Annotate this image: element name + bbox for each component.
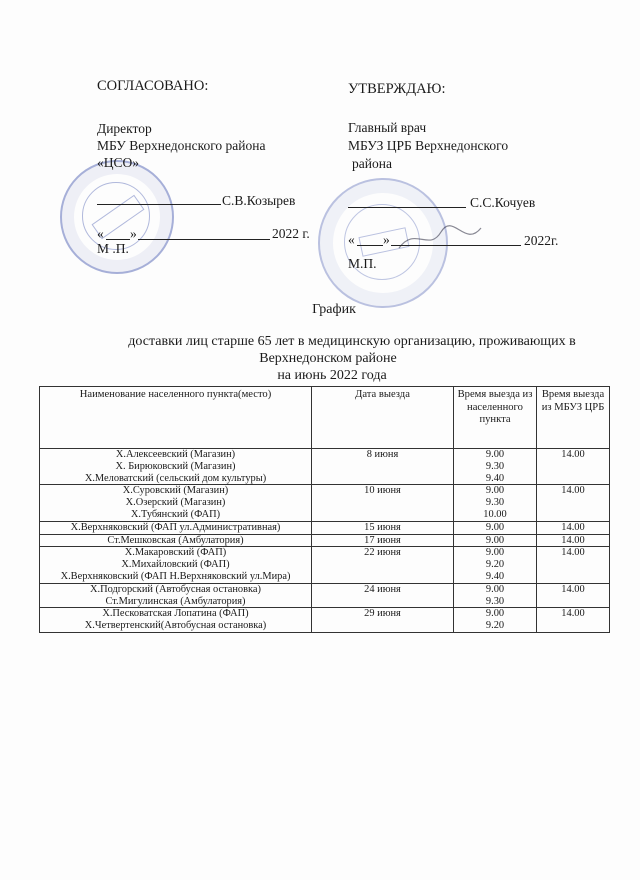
left-organization-short: «ЦСО»	[97, 155, 140, 170]
location-entry: Х.Верхняковский (ФАП ул.Административная)	[70, 521, 281, 533]
location-entry: Х.Верхняковский (ФАП Н.Верхняковский ул.Мира)	[60, 570, 291, 582]
location-entry: Х.Суровский (Магазин)	[122, 485, 229, 497]
cell-date: 22 июня	[312, 547, 454, 583]
cell-locations	[40, 449, 312, 485]
right-date-year: 2022г.	[524, 233, 559, 248]
departure-time: 9.20	[485, 620, 505, 632]
departure-time: 9.40	[485, 472, 505, 484]
left-organization: МБУ Верхнедонского района	[97, 138, 266, 153]
departure-time: 9.00	[485, 521, 505, 533]
cell-departure-times	[454, 583, 537, 608]
cell-locations	[40, 521, 312, 534]
left-date-open-quote: «	[97, 226, 104, 241]
location-entry: Х.Алексеевский (Магазин)	[115, 449, 236, 460]
right-signature-icon	[395, 218, 485, 258]
table-row	[40, 583, 610, 608]
cell-locations	[40, 534, 312, 547]
departure-time: 9.30	[485, 497, 505, 509]
departure-time: 9.00	[485, 547, 505, 559]
cell-departure-times	[454, 449, 537, 485]
right-organization-line1: МБУЗ ЦРБ Верхнедонского	[348, 138, 509, 153]
cell-date: 15 июня	[312, 521, 454, 534]
departure-time: 9.20	[485, 559, 505, 571]
document-subtitle-line3: на июнь 2022 года	[277, 368, 387, 383]
left-date-close-quote: »	[130, 226, 137, 241]
right-signature-line	[348, 207, 466, 208]
cell-departure-times	[454, 547, 537, 583]
cell-date: 10 июня	[312, 485, 454, 521]
document-subtitle-line2: Верхнедонском районе	[259, 351, 397, 366]
table-row	[40, 449, 610, 485]
location-entry: Х.Тубянский (ФАП)	[130, 508, 221, 520]
departure-time: 9.00	[485, 583, 505, 595]
right-position: Главный врач	[348, 120, 427, 135]
table-row	[40, 608, 610, 633]
right-date-open-quote: «	[348, 232, 355, 247]
location-entry: Ст.Мешковская (Амбулатория)	[107, 534, 244, 546]
document-title: График	[312, 302, 356, 317]
right-date-close-quote: »	[383, 232, 390, 247]
left-position: Директор	[97, 121, 152, 136]
location-entry: Х.Михайловский (ФАП)	[121, 559, 230, 571]
location-entry: Х.Четвертенский(Автобусная остановка)	[84, 620, 267, 632]
departure-time: 9.00	[485, 608, 505, 620]
left-signature-line	[97, 204, 221, 205]
document-subtitle-line1: доставки лиц старше 65 лет в медицинскую организацию, проживающих в	[128, 334, 576, 349]
cell-date: 29 июня	[312, 608, 454, 633]
table-header-row	[40, 387, 610, 449]
cell-date: 24 июня	[312, 583, 454, 608]
cell-return-time: 14.00	[537, 547, 610, 583]
departure-time: 9.30	[485, 595, 505, 607]
cell-departure-times	[454, 485, 537, 521]
right-organization-line2: района	[352, 156, 392, 171]
left-signatory: С.В.Козырев	[222, 193, 296, 208]
table-row	[40, 485, 610, 521]
cell-return-time: 14.00	[537, 583, 610, 608]
right-date-day-line	[357, 245, 383, 246]
cell-departure-times	[454, 608, 537, 633]
cell-locations	[40, 608, 312, 633]
right-seal-label: М.П.	[348, 256, 377, 271]
cell-return-time: 14.00	[537, 534, 610, 547]
departure-time: 9.00	[485, 485, 505, 497]
right-date-month-line	[391, 245, 521, 246]
header-date: Дата выезда	[312, 387, 454, 449]
location-entry: Х. Бирюковский (Магазин)	[115, 460, 236, 472]
cell-locations	[40, 485, 312, 521]
cell-locations	[40, 547, 312, 583]
location-entry: Х.Озерский (Магазин)	[125, 497, 226, 509]
departure-time: 10.00	[483, 508, 507, 520]
location-entry: Х.Песковатская Лопатина (ФАП)	[102, 608, 249, 620]
header-departure-village: Время выезда из населенного пункта	[454, 387, 537, 449]
schedule-body	[40, 449, 610, 633]
right-signatory: С.С.Кочуев	[470, 195, 536, 210]
cell-date: 17 июня	[312, 534, 454, 547]
left-seal-label: М .П.	[97, 241, 129, 256]
schedule-table	[39, 386, 610, 633]
table-row	[40, 547, 610, 583]
header-location: Наименование населенного пункта(место)	[40, 387, 312, 449]
left-date-year: 2022 г.	[272, 226, 310, 241]
cell-return-time: 14.00	[537, 449, 610, 485]
cell-return-time: 14.00	[537, 521, 610, 534]
header-departure-hospital: Время выезда из МБУЗ ЦРБ	[537, 387, 610, 449]
right-heading: УТВЕРЖДАЮ:	[348, 81, 446, 97]
departure-time: 9.30	[485, 460, 505, 472]
location-entry: Х.Подгорский (Автобусная остановка)	[90, 583, 261, 595]
departure-time: 9.40	[485, 570, 505, 582]
cell-return-time: 14.00	[537, 485, 610, 521]
location-entry: Х.Меловатский (сельский дом культуры)	[84, 472, 267, 484]
cell-return-time: 14.00	[537, 608, 610, 633]
left-date-month-line	[138, 239, 270, 240]
table-row	[40, 534, 610, 547]
cell-departure-times	[454, 534, 537, 547]
cell-date: 8 июня	[312, 449, 454, 485]
departure-time: 9.00	[485, 449, 505, 460]
location-entry: Ст.Мигулинская (Амбулатория)	[105, 595, 246, 607]
cell-locations	[40, 583, 312, 608]
location-entry: Х.Макаровский (ФАП)	[124, 547, 227, 559]
departure-time: 9.00	[485, 534, 505, 546]
table-row	[40, 521, 610, 534]
cell-departure-times	[454, 521, 537, 534]
left-heading: СОГЛАСОВАНО:	[97, 78, 209, 94]
